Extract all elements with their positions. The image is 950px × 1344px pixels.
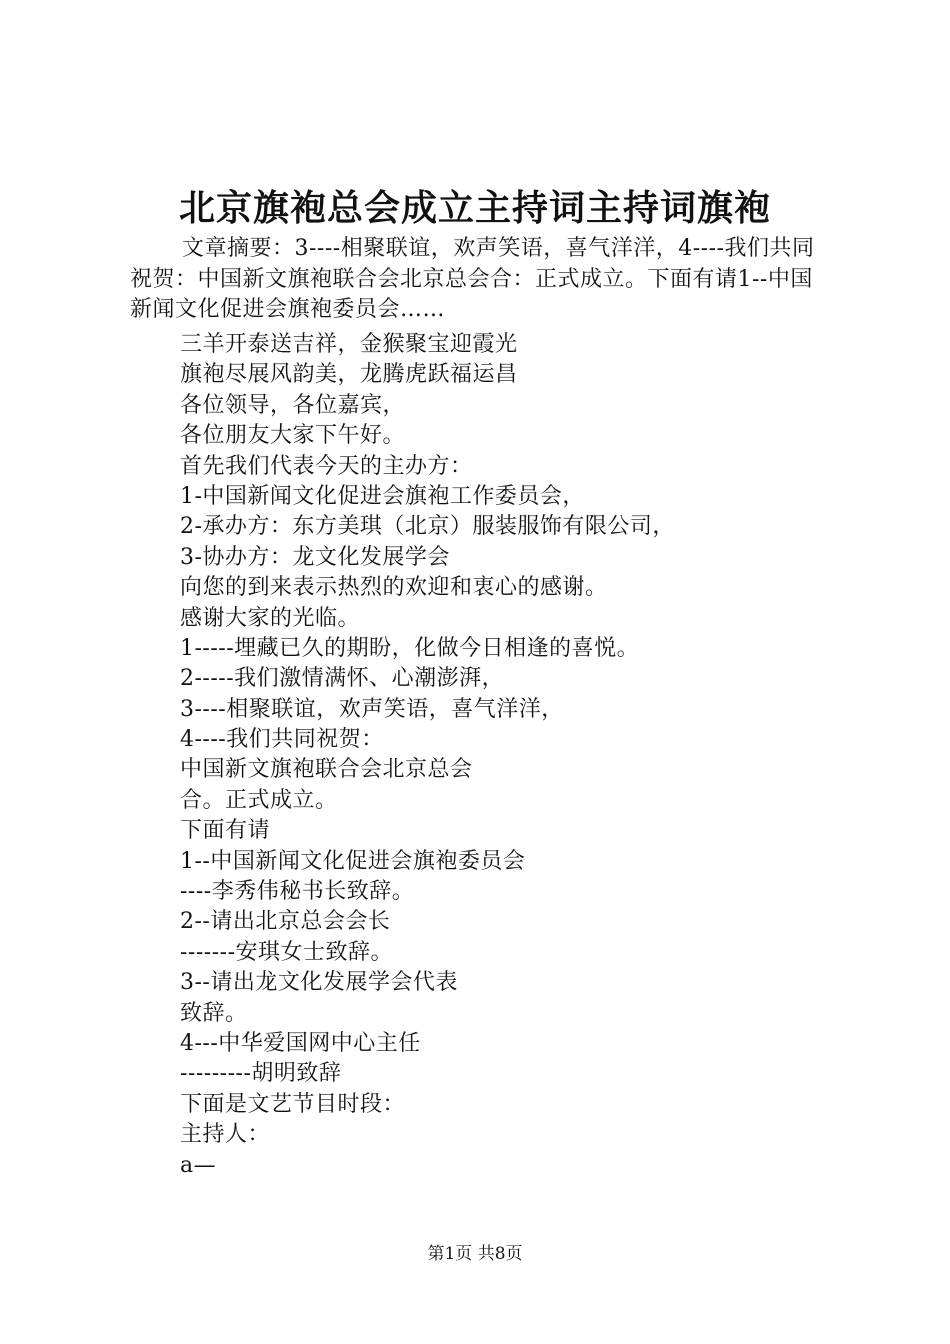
- page-footer: 第1页 共8页: [427, 1244, 523, 1264]
- document-title: 北京旗袍总会成立主持词主持词旗袍: [178, 187, 771, 229]
- body-line: 2-承办方：东方美琪（北京）服装服饰有限公司，: [180, 514, 675, 540]
- document-body: [180, 330, 820, 1181]
- body-line: 向您的到来表示热烈的欢迎和衷心的感谢。: [180, 575, 608, 601]
- body-line: 4---中华爱国网中心主任: [180, 1030, 421, 1056]
- body-line: 主持人：: [180, 1122, 271, 1148]
- body-line: a—: [180, 1152, 217, 1178]
- body-line: 3-协办方：龙文化发展学会: [180, 544, 450, 570]
- body-line: 各位领导，各位嘉宾，: [180, 392, 406, 418]
- body-line: 合。正式成立。: [180, 787, 338, 813]
- body-line: 3--请出龙文化发展学会代表: [180, 970, 458, 996]
- body-line: 2-----我们激情满怀、心潮澎湃，: [180, 666, 505, 692]
- body-line: ---------胡明致辞: [180, 1061, 342, 1087]
- body-line: 致辞。: [180, 1000, 248, 1026]
- body-line: 下面是文艺节目时段：: [180, 1091, 406, 1117]
- body-line: ----李秀伟秘书长致辞。: [180, 879, 415, 905]
- body-line: 感谢大家的光临。: [180, 605, 361, 631]
- body-line: -------安琪女士致辞。: [180, 939, 394, 965]
- document-abstract: 文章摘要：3----相聚联谊，欢声笑语，喜气洋洋，4----我们共同祝贺：中国新文旗袍联合会北京总会合：正式成立。下面有请1--中国新闻文化促进会旗袍委员会……: [130, 236, 815, 322]
- body-line: 1-中国新闻文化促进会旗袍工作委员会，: [180, 483, 585, 509]
- body-line: 各位朋友大家下午好。: [180, 423, 406, 449]
- body-line: 1-----埋藏已久的期盼，化做今日相逢的喜悦。: [180, 635, 640, 661]
- body-line: 4----我们共同祝贺：: [180, 727, 384, 753]
- body-line: 1--中国新闻文化促进会旗袍委员会: [180, 848, 526, 874]
- body-line: 中国新文旗袍联合会北京总会: [180, 757, 473, 783]
- body-line: 3----相聚联谊，欢声笑语，喜气洋洋，: [180, 696, 564, 722]
- body-line: 旗袍尽展风韵美，龙腾虎跃福运昌: [180, 362, 518, 388]
- body-line: 下面有请: [180, 818, 271, 844]
- body-line: 首先我们代表今天的主办方：: [180, 453, 473, 479]
- body-line: 2--请出北京总会会长: [180, 909, 391, 935]
- body-line: 三羊开泰送吉祥，金猴聚宝迎霞光: [180, 332, 518, 357]
